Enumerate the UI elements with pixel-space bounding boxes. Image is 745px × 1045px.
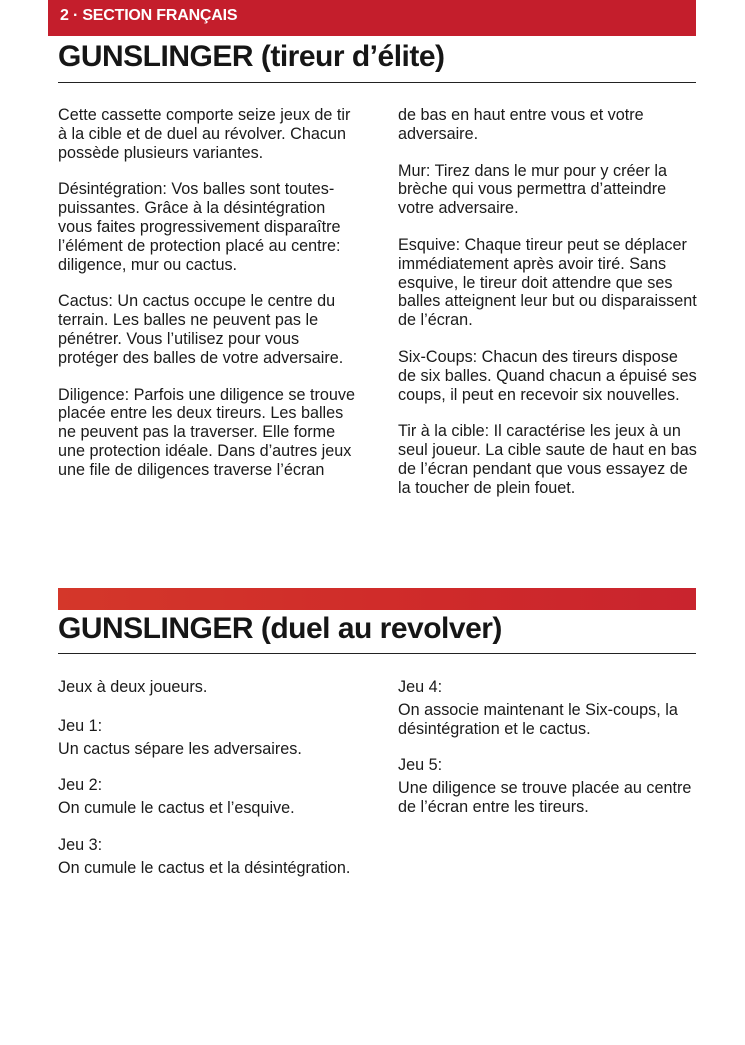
definition-text: Chaque tireur peut se déplacer immédiatement après avoir tiré. Sans esquive, le tireur doit attendre que ses balles atteignent leur but ou disparaissent de l’écran. <box>398 235 697 330</box>
section-label: 2 · SECTION FRANÇAIS <box>60 7 238 24</box>
intro-text: Jeux à deux joueurs. <box>58 678 208 696</box>
definition-esquive <box>398 236 698 330</box>
game-name: Jeu 5: <box>398 756 443 775</box>
game-entry-5 <box>398 756 698 816</box>
game-description: Un cactus sépare les adversaires. <box>58 739 302 758</box>
game-name: Jeu 3: <box>58 835 103 854</box>
section1-column-left <box>58 106 363 498</box>
definition-text: Vos balles sont toutes-puissantes. Grâce à la désintégration vous faites progressivement disparaître l’élément de protection placé au centre: diligence, mur ou cactus. <box>58 180 341 274</box>
definition-text: Il caractérise les jeux à un seul joueur. La cible saute de haut en bas de l’écran pendant que vous essayez de la toucher de plein fouet. <box>398 422 697 497</box>
continuation-paragraph: de bas en haut entre vous et votre adversaire. <box>398 106 644 143</box>
definition-six-coups <box>398 348 698 404</box>
term: Six-Coups: <box>398 347 478 366</box>
title-rule <box>58 82 696 83</box>
game-description: Une diligence se trouve placée au centre de l’écran entre les tireurs. <box>398 779 692 816</box>
game-entry-1 <box>58 717 363 759</box>
definition-diligence <box>58 386 363 480</box>
definition-text: Un cactus occupe le centre du terrain. Les balles ne peuvent pas le pénétrer. Vous l’utilisez pour vous protéger des balles de votre adversaire. <box>58 292 344 367</box>
definition-text: Chacun des tireurs dispose de six balles. Quand chacun a épuisé ses coups, il peut en recevoir six nouvelles. <box>398 347 697 404</box>
section-divider-band <box>58 588 696 610</box>
section1-column-right <box>398 106 698 516</box>
term: Tir à la cible: <box>398 422 490 441</box>
game-description: On associe maintenant le Six-coups, la désintégration et le cactus. <box>398 700 678 738</box>
section1-title: GUNSLINGER (tireur d’élite) <box>58 40 445 73</box>
game-name: Jeu 4: <box>398 678 443 696</box>
definition-text: Parfois une diligence se trouve placée entre les deux tireurs. Les balles ne peuvent pas la traverser. Elle forme une protection idéale. Dans d’autres jeux une file de diligences traverse l’écran <box>58 385 355 479</box>
game-entry-2 <box>58 776 363 818</box>
term: Esquive: <box>398 235 461 254</box>
game-entry-4 <box>398 678 698 738</box>
term: Diligence: <box>58 385 130 404</box>
game-description: On cumule le cactus et la désintégration. <box>58 858 351 877</box>
section2-column-left <box>58 678 363 896</box>
definition-cactus <box>58 292 363 367</box>
definition-mur <box>398 162 698 218</box>
term: Cactus: <box>58 292 113 311</box>
definition-text: Tirez dans le mur pour y créer la brèche qui vous permettra d’atteindre votre adversaire. <box>398 161 667 218</box>
game-name: Jeu 2: <box>58 776 103 795</box>
title-rule <box>58 653 696 654</box>
game-entry-3 <box>58 836 363 878</box>
definition-tir-a-la-cible <box>398 422 698 497</box>
intro-paragraph: Cette cassette comporte seize jeux de tir à la cible et de duel au révolver. Chacun possède plusieurs variantes. <box>58 106 351 162</box>
definition-desintegration <box>58 180 363 274</box>
game-name: Jeu 1: <box>58 716 103 735</box>
section2-title: GUNSLINGER (duel au revolver) <box>58 612 502 645</box>
term: Désintégration: <box>58 180 167 199</box>
term: Mur: <box>398 161 431 180</box>
section2-column-right <box>398 678 698 835</box>
game-description: On cumule le cactus et l’esquive. <box>58 799 295 818</box>
